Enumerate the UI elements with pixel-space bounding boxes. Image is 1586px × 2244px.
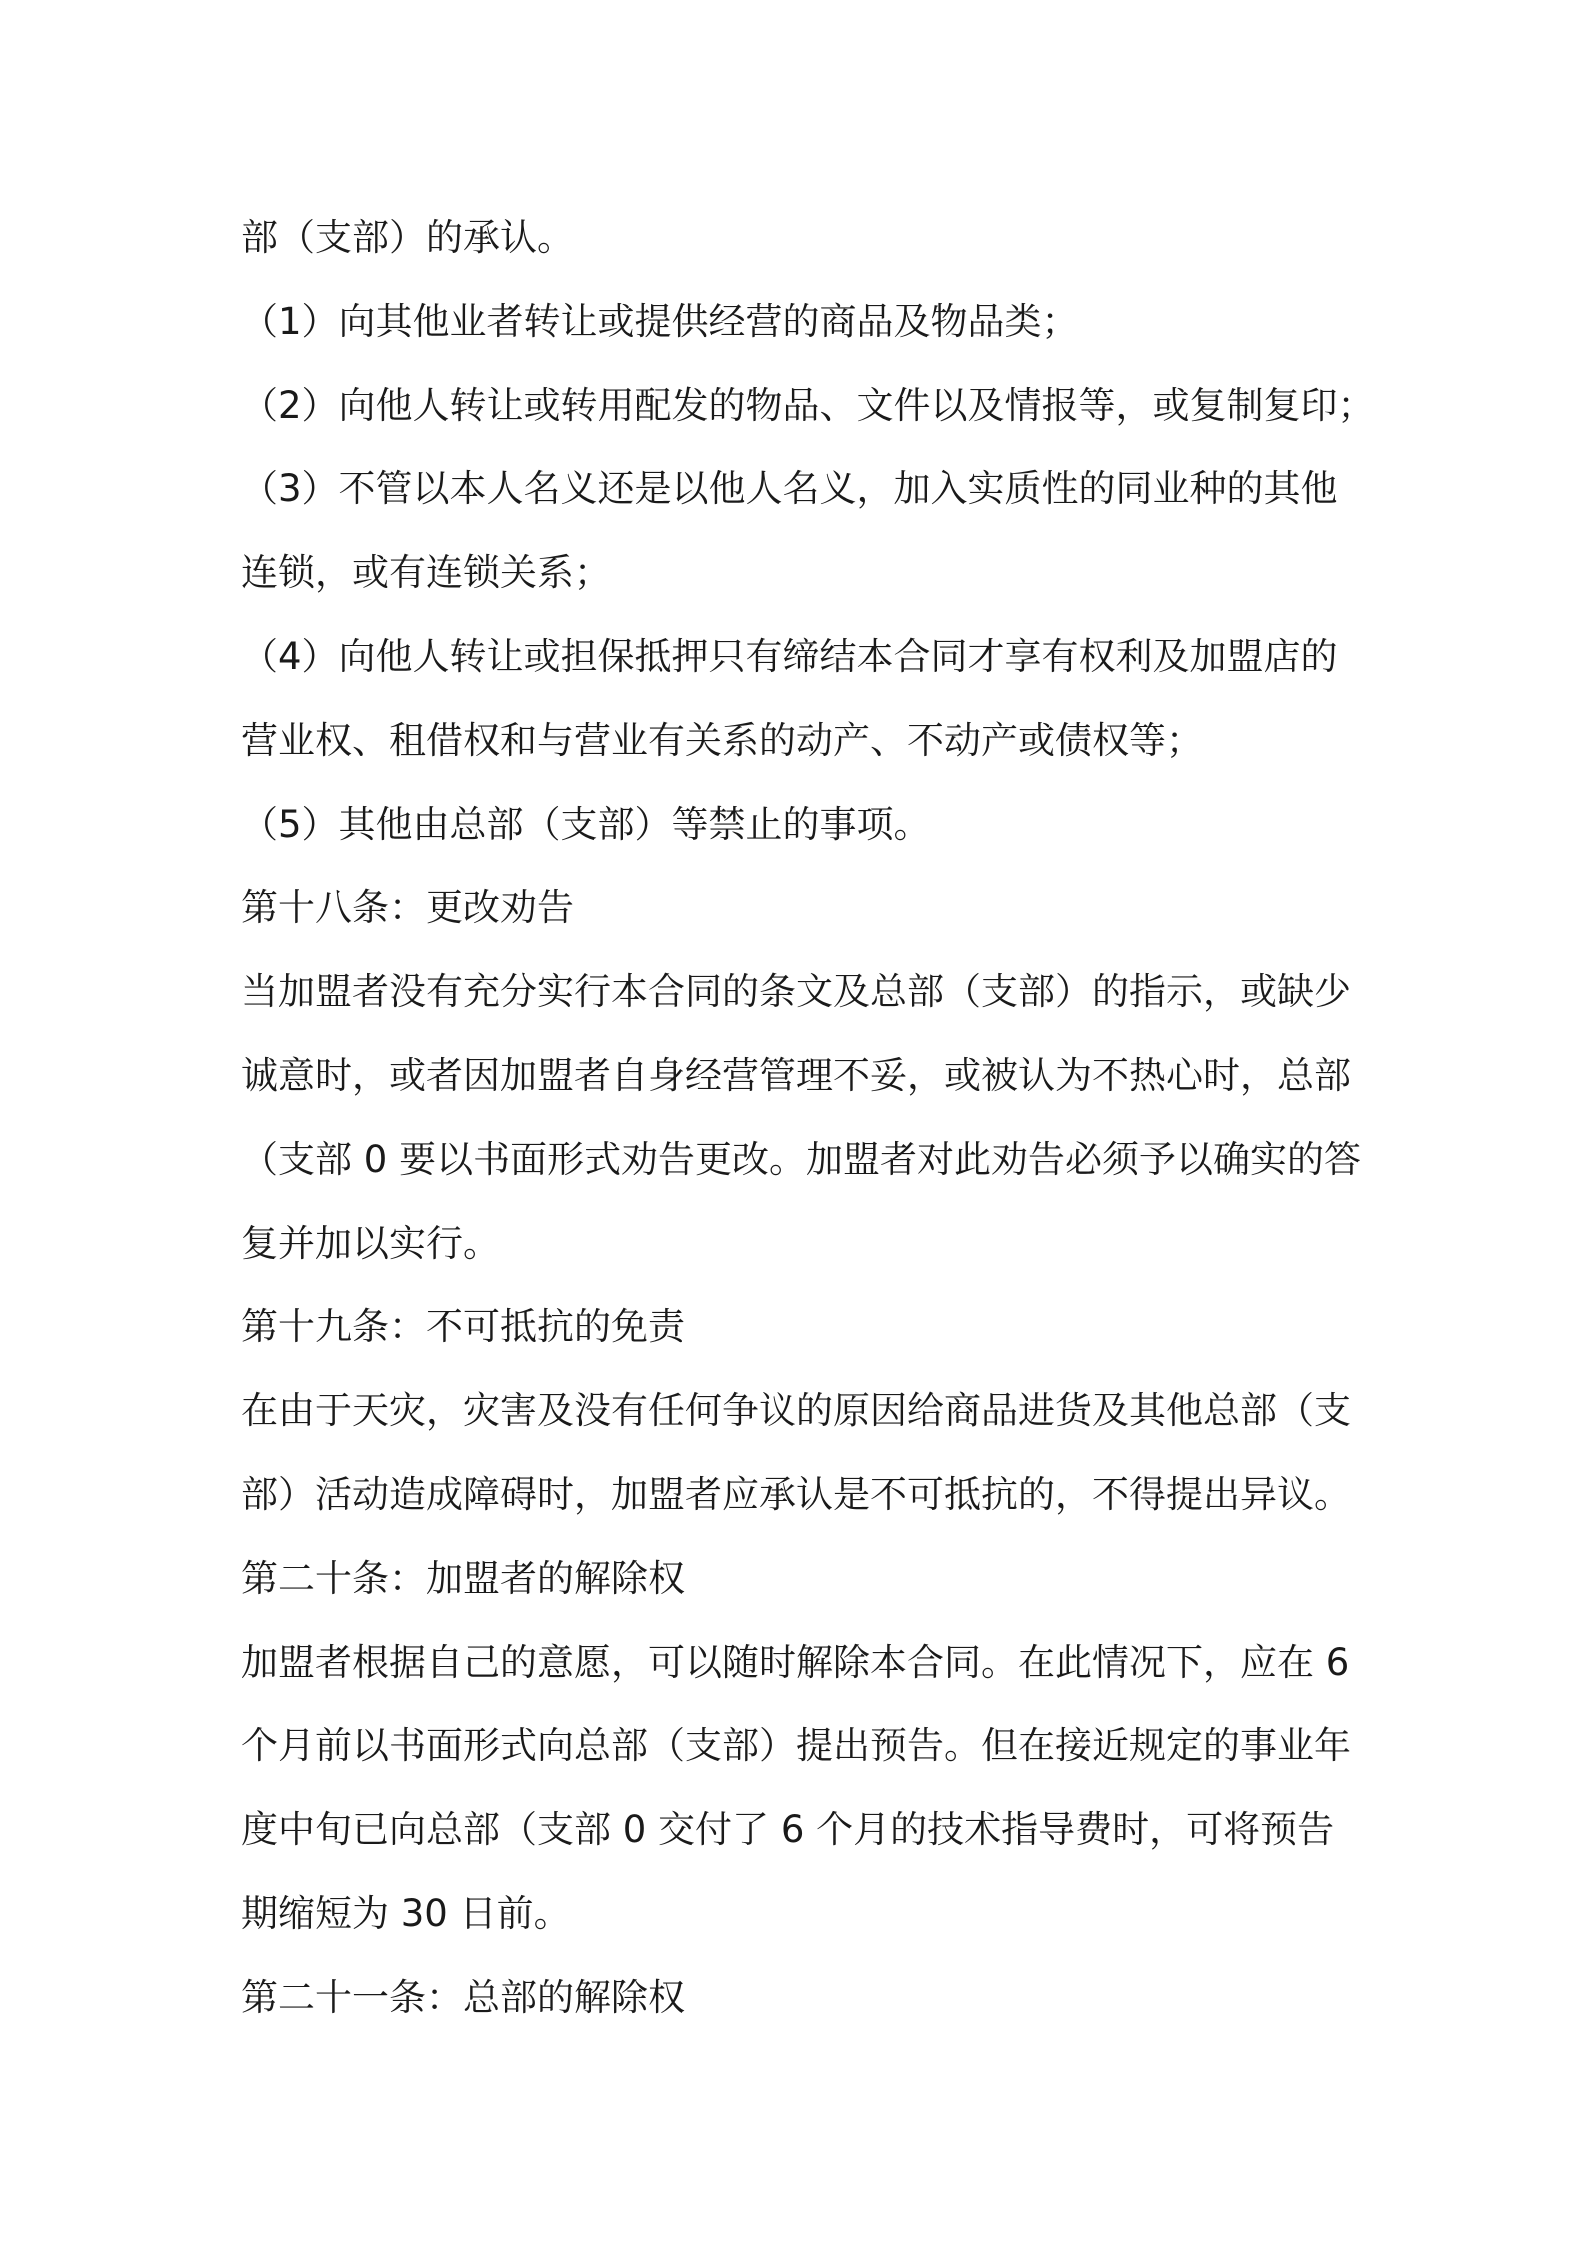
text-line: 个月前以书面形式向总部（支部）提出预告。但在接近规定的事业年 [241,1724,1351,1768]
text-line: 部）活动造成障碍时，加盟者应承认是不可抵抗的，不得提出异议。 [241,1472,1351,1516]
text-line: 连锁，或有连锁关系； [241,551,611,595]
contract-text-block [241,196,1381,2040]
list-item-5: （5）其他由总部（支部）等禁止的事项。 [241,802,931,846]
text-line: 期缩短为 30 日前。 [241,1891,571,1935]
text-line: 诚意时，或者因加盟者自身经营管理不妥，或被认为不热心时，总部 [241,1053,1351,1097]
text-line: 复并加以实行。 [241,1221,500,1265]
text-line: 部（支部）的承认。 [241,216,574,259]
list-item-4: （4）向他人转让或担保抵押只有缔结本合同才享有权利及加盟店的 [241,634,1338,678]
text-line: （支部 0 要以书面形式劝告更改。加盟者对此劝告必须予以确实的答 [241,1137,1362,1181]
text-line: 度中旬已向总部（支部 0 交付了 6 个月的技术指导费时，可将预告 [241,1808,1335,1852]
article-21-heading: 第二十一条：总部的解除权 [241,1975,685,2019]
list-item-3: （3）不管以本人名义还是以他人名义，加入实质性的同业种的其他 [241,467,1338,511]
list-item-1: （1）向其他业者转让或提供经营的商品及物品类； [241,299,1079,343]
text-line: 当加盟者没有充分实行本合同的条文及总部（支部）的指示，或缺少 [241,970,1351,1014]
article-18-heading: 第十八条：更改劝告 [241,886,574,930]
text-line: 在由于天灾，灾害及没有任何争议的原因给商品进货及其他总部（支 [241,1389,1351,1433]
list-item-2: （2）向他人转让或转用配发的物品、文件以及情报等，或复制复印； [241,383,1375,427]
text-line: 加盟者根据自己的意愿，可以随时解除本合同。在此情况下，应在 6 [241,1640,1350,1684]
text-line: 营业权、租借权和与营业有关系的动产、不动产或债权等； [241,718,1203,762]
article-19-heading: 第十九条：不可抵抗的免责 [241,1305,685,1349]
article-20-heading: 第二十条：加盟者的解除权 [241,1556,685,1600]
